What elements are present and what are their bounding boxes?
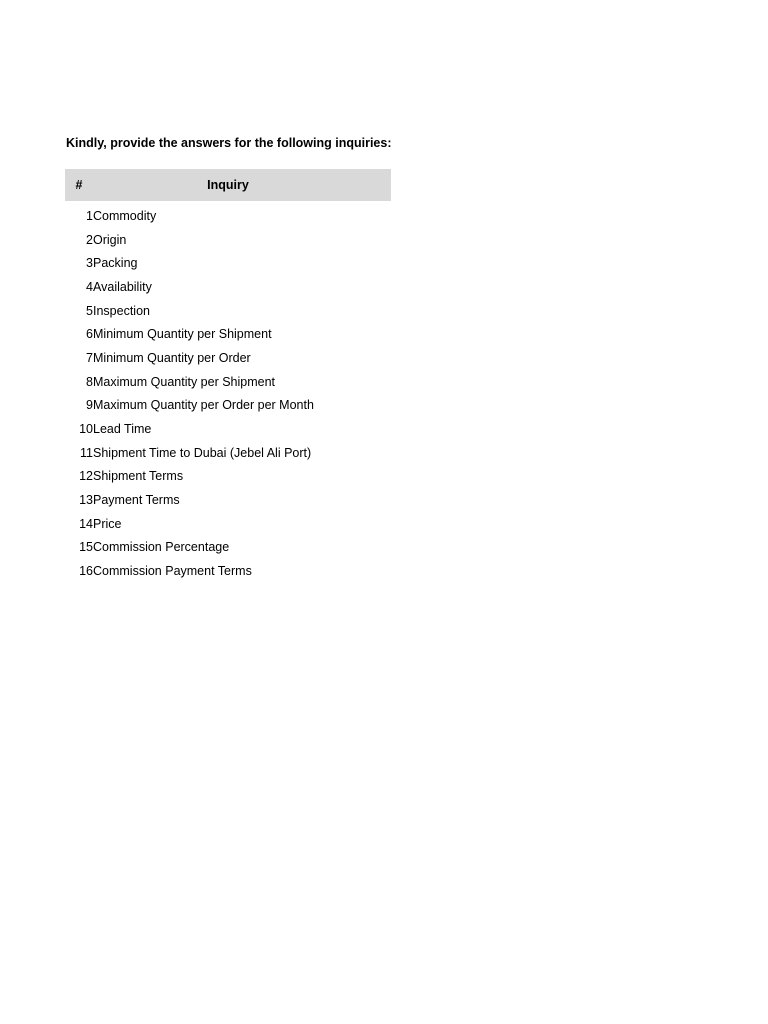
inquiry-cell: Commodity (93, 208, 157, 223)
table-row (65, 417, 391, 441)
row-number-cell: 9 (86, 398, 93, 413)
row-number-cell: 4 (86, 279, 93, 294)
table-row (65, 228, 391, 252)
row-number-cell: 1 (86, 208, 93, 223)
column-header-number: # (65, 169, 93, 201)
inquiry-cell: Price (93, 516, 122, 531)
inquiry-cell: Shipment Terms (93, 469, 184, 484)
table-row (65, 559, 391, 583)
table-row (65, 465, 391, 489)
row-number-cell: 3 (86, 256, 93, 271)
row-number-cell: 10 (79, 422, 93, 437)
inquiry-cell: Maximum Quantity per Shipment (93, 374, 276, 389)
table-row (65, 322, 391, 346)
inquiry-cell: Inspection (93, 303, 150, 318)
row-number-cell: 15 (79, 540, 93, 555)
table-row (65, 346, 391, 370)
inquiry-cell: Shipment Time to Dubai (Jebel Ali Port) (93, 445, 312, 460)
table-row (65, 204, 391, 228)
inquiry-table (65, 169, 391, 583)
row-number-cell: 7 (86, 350, 93, 365)
inquiry-cell: Minimum Quantity per Order (93, 350, 251, 365)
table-row (65, 441, 391, 465)
inquiry-cell: Origin (93, 232, 127, 247)
table-row (65, 370, 391, 394)
row-number-cell: 12 (79, 469, 93, 484)
table-row (65, 512, 391, 536)
row-number-cell: 6 (86, 327, 93, 342)
table-row (65, 251, 391, 275)
table-row (65, 275, 391, 299)
row-number-cell: 2 (86, 232, 93, 247)
table-header (65, 169, 391, 201)
table-row (65, 536, 391, 560)
inquiry-cell: Minimum Quantity per Shipment (93, 327, 272, 342)
table-row (65, 394, 391, 418)
column-header-inquiry: Inquiry (93, 169, 391, 201)
row-number-cell: 5 (86, 303, 93, 318)
inquiry-cell: Lead Time (93, 422, 152, 437)
inquiry-cell: Maximum Quantity per Order per Month (93, 398, 314, 413)
row-number-cell: 8 (86, 374, 93, 389)
inquiry-cell: Availability (93, 279, 152, 294)
page-heading: Kindly, provide the answers for the following inquiries: (66, 136, 392, 150)
inquiry-cell: Packing (93, 256, 138, 271)
row-number-cell: 11 (80, 445, 93, 460)
table-row (65, 299, 391, 323)
table-row (65, 488, 391, 512)
table-body (65, 201, 391, 583)
inquiry-cell: Commission Payment Terms (93, 564, 252, 579)
inquiry-cell: Payment Terms (93, 493, 180, 508)
row-number-cell: 14 (79, 516, 93, 531)
header-row (65, 169, 391, 201)
row-number-cell: 16 (79, 564, 93, 579)
row-number-cell: 13 (79, 493, 93, 508)
inquiry-cell: Commission Percentage (93, 540, 230, 555)
